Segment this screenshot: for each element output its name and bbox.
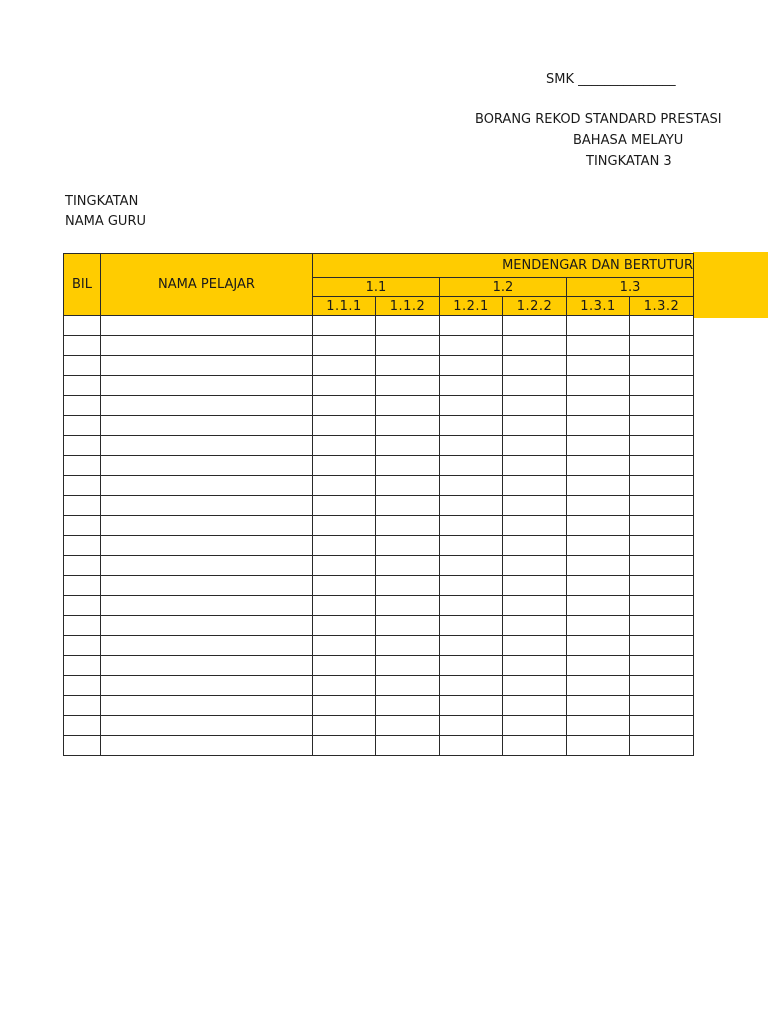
tingkatan-label: TINGKATAN <box>65 194 139 209</box>
score-cell-1-1-1[interactable] <box>313 736 376 756</box>
bil-cell[interactable] <box>64 636 101 656</box>
score-cell-1-3-2[interactable] <box>630 716 694 736</box>
table-row <box>64 616 694 636</box>
score-cell-1-2-1[interactable] <box>440 476 503 496</box>
bil-cell[interactable] <box>64 596 101 616</box>
score-cell-1-2-2[interactable] <box>503 356 567 376</box>
score-cell-1-1-1[interactable] <box>313 476 376 496</box>
nama-pelajar-cell[interactable] <box>101 536 313 556</box>
score-cell-1-2-1[interactable] <box>440 536 503 556</box>
group-header-title: MENDENGAR DAN BERTUTUR <box>313 254 694 278</box>
bil-cell[interactable] <box>64 356 101 376</box>
score-cell-1-1-2[interactable] <box>376 516 440 536</box>
record-table-wrapper <box>63 253 693 766</box>
score-cell-1-1-1[interactable] <box>313 696 376 716</box>
bil-cell[interactable] <box>64 696 101 716</box>
nama-pelajar-cell[interactable] <box>101 656 313 676</box>
score-cell-1-3-1[interactable] <box>567 716 630 736</box>
header-fill-overflow <box>693 252 768 318</box>
score-cell-1-2-1[interactable] <box>440 676 503 696</box>
table-row <box>64 676 694 696</box>
score-cell-1-3-1[interactable] <box>567 696 630 716</box>
nama-pelajar-cell[interactable] <box>101 496 313 516</box>
score-cell-1-3-2[interactable] <box>630 456 694 476</box>
score-cell-1-2-2[interactable] <box>503 636 567 656</box>
table-row <box>64 396 694 416</box>
score-cell-1-1-2[interactable] <box>376 576 440 596</box>
score-cell-1-1-1[interactable] <box>313 456 376 476</box>
score-cell-1-2-1[interactable] <box>440 556 503 576</box>
table-row <box>64 656 694 676</box>
score-cell-1-1-1[interactable] <box>313 596 376 616</box>
table-row <box>64 476 694 496</box>
score-cell-1-1-1[interactable] <box>313 556 376 576</box>
form-title: BORANG REKOD STANDARD PRESTASI <box>475 112 722 127</box>
score-cell-1-2-2[interactable] <box>503 516 567 536</box>
nama-pelajar-cell[interactable] <box>101 676 313 696</box>
score-cell-1-2-2[interactable] <box>503 376 567 396</box>
score-cell-1-2-2[interactable] <box>503 476 567 496</box>
score-cell-1-3-1[interactable] <box>567 496 630 516</box>
score-cell-1-3-2[interactable] <box>630 376 694 396</box>
score-cell-1-3-1[interactable] <box>567 376 630 396</box>
bil-cell[interactable] <box>64 476 101 496</box>
score-cell-1-2-2[interactable] <box>503 436 567 456</box>
bil-cell[interactable] <box>64 336 101 356</box>
score-cell-1-3-1[interactable] <box>567 556 630 576</box>
score-cell-1-1-2[interactable] <box>376 436 440 456</box>
bil-cell[interactable] <box>64 496 101 516</box>
score-cell-1-1-2[interactable] <box>376 596 440 616</box>
score-cell-1-2-1[interactable] <box>440 576 503 596</box>
score-cell-1-3-1[interactable] <box>567 656 630 676</box>
col-header-nama-pelajar: NAMA PELAJAR <box>101 254 313 316</box>
record-table <box>63 253 694 756</box>
bil-cell[interactable] <box>64 516 101 536</box>
subcol-header-1-3-2: 1.3.2 <box>630 297 694 316</box>
score-cell-1-2-2[interactable] <box>503 316 567 336</box>
score-cell-1-3-1[interactable] <box>567 456 630 476</box>
bil-cell[interactable] <box>64 656 101 676</box>
nama-pelajar-cell[interactable] <box>101 416 313 436</box>
score-cell-1-1-2[interactable] <box>376 656 440 676</box>
bil-cell[interactable] <box>64 676 101 696</box>
subcol-header-1-3-1: 1.3.1 <box>567 297 630 316</box>
score-cell-1-1-1[interactable] <box>313 536 376 556</box>
table-row <box>64 336 694 356</box>
score-cell-1-1-2[interactable] <box>376 676 440 696</box>
score-cell-1-3-1[interactable] <box>567 436 630 456</box>
score-cell-1-2-1[interactable] <box>440 436 503 456</box>
score-cell-1-3-2[interactable] <box>630 356 694 376</box>
table-row <box>64 356 694 376</box>
table-row <box>64 316 694 336</box>
score-cell-1-3-2[interactable] <box>630 416 694 436</box>
score-cell-1-3-2[interactable] <box>630 436 694 456</box>
score-cell-1-2-1[interactable] <box>440 396 503 416</box>
bil-cell[interactable] <box>64 416 101 436</box>
nama-pelajar-cell[interactable] <box>101 476 313 496</box>
score-cell-1-3-2[interactable] <box>630 656 694 676</box>
level-title: TINGKATAN 3 <box>586 154 672 169</box>
table-row <box>64 376 694 396</box>
score-cell-1-2-2[interactable] <box>503 556 567 576</box>
score-cell-1-1-1[interactable] <box>313 636 376 656</box>
score-cell-1-2-1[interactable] <box>440 376 503 396</box>
score-cell-1-1-2[interactable] <box>376 556 440 576</box>
table-row <box>64 436 694 456</box>
score-cell-1-2-2[interactable] <box>503 396 567 416</box>
score-cell-1-1-1[interactable] <box>313 396 376 416</box>
table-row <box>64 556 694 576</box>
score-cell-1-3-1[interactable] <box>567 516 630 536</box>
school-name-line: SMK _______________ <box>546 72 676 87</box>
score-cell-1-2-1[interactable] <box>440 696 503 716</box>
score-cell-1-3-2[interactable] <box>630 516 694 536</box>
score-cell-1-2-1[interactable] <box>440 456 503 476</box>
nama-pelajar-cell[interactable] <box>101 556 313 576</box>
score-cell-1-1-2[interactable] <box>376 476 440 496</box>
score-cell-1-3-2[interactable] <box>630 676 694 696</box>
score-cell-1-2-2[interactable] <box>503 536 567 556</box>
nama-pelajar-cell[interactable] <box>101 616 313 636</box>
score-cell-1-2-1[interactable] <box>440 736 503 756</box>
nama-pelajar-cell[interactable] <box>101 456 313 476</box>
nama-pelajar-cell[interactable] <box>101 376 313 396</box>
score-cell-1-2-1[interactable] <box>440 416 503 436</box>
score-cell-1-3-2[interactable] <box>630 596 694 616</box>
score-cell-1-1-2[interactable] <box>376 716 440 736</box>
score-cell-1-3-2[interactable] <box>630 496 694 516</box>
bil-cell[interactable] <box>64 396 101 416</box>
score-cell-1-1-1[interactable] <box>313 496 376 516</box>
table-row <box>64 716 694 736</box>
table-row <box>64 736 694 756</box>
bil-cell[interactable] <box>64 376 101 396</box>
score-cell-1-1-1[interactable] <box>313 316 376 336</box>
table-row <box>64 636 694 656</box>
score-cell-1-3-1[interactable] <box>567 416 630 436</box>
score-cell-1-2-1[interactable] <box>440 516 503 536</box>
score-cell-1-1-2[interactable] <box>376 456 440 476</box>
nama-pelajar-cell[interactable] <box>101 396 313 416</box>
score-cell-1-3-2[interactable] <box>630 476 694 496</box>
score-cell-1-1-1[interactable] <box>313 516 376 536</box>
score-cell-1-3-2[interactable] <box>630 556 694 576</box>
nama-guru-label: NAMA GURU <box>65 214 146 229</box>
score-cell-1-2-2[interactable] <box>503 336 567 356</box>
score-cell-1-3-2[interactable] <box>630 736 694 756</box>
nama-pelajar-cell[interactable] <box>101 596 313 616</box>
score-cell-1-1-2[interactable] <box>376 376 440 396</box>
score-cell-1-1-2[interactable] <box>376 496 440 516</box>
score-cell-1-1-2[interactable] <box>376 336 440 356</box>
group-header-1-2: 1.2 <box>440 278 567 297</box>
score-cell-1-2-1[interactable] <box>440 336 503 356</box>
subcol-header-1-2-2: 1.2.2 <box>503 297 567 316</box>
score-cell-1-2-1[interactable] <box>440 596 503 616</box>
score-cell-1-2-2[interactable] <box>503 676 567 696</box>
score-cell-1-1-2[interactable] <box>376 356 440 376</box>
score-cell-1-2-1[interactable] <box>440 316 503 336</box>
score-cell-1-2-1[interactable] <box>440 496 503 516</box>
score-cell-1-2-1[interactable] <box>440 356 503 376</box>
score-cell-1-1-2[interactable] <box>376 636 440 656</box>
score-cell-1-3-1[interactable] <box>567 616 630 636</box>
bil-cell[interactable] <box>64 456 101 476</box>
score-cell-1-3-2[interactable] <box>630 536 694 556</box>
table-row <box>64 456 694 476</box>
score-cell-1-3-2[interactable] <box>630 696 694 716</box>
score-cell-1-2-2[interactable] <box>503 596 567 616</box>
score-cell-1-2-2[interactable] <box>503 616 567 636</box>
group-header-1-1: 1.1 <box>313 278 440 297</box>
bil-cell[interactable] <box>64 556 101 576</box>
table-row <box>64 576 694 596</box>
nama-pelajar-cell[interactable] <box>101 696 313 716</box>
score-cell-1-2-1[interactable] <box>440 656 503 676</box>
subject-title: BAHASA MELAYU <box>573 133 684 148</box>
score-cell-1-3-2[interactable] <box>630 576 694 596</box>
bil-cell[interactable] <box>64 616 101 636</box>
score-cell-1-3-1[interactable] <box>567 336 630 356</box>
score-cell-1-1-2[interactable] <box>376 696 440 716</box>
score-cell-1-1-2[interactable] <box>376 616 440 636</box>
score-cell-1-3-1[interactable] <box>567 576 630 596</box>
score-cell-1-3-1[interactable] <box>567 396 630 416</box>
score-cell-1-3-1[interactable] <box>567 676 630 696</box>
col-header-bil: BIL <box>64 254 101 316</box>
score-cell-1-3-1[interactable] <box>567 636 630 656</box>
score-cell-1-3-2[interactable] <box>630 316 694 336</box>
bil-cell[interactable] <box>64 736 101 756</box>
score-cell-1-1-1[interactable] <box>313 616 376 636</box>
nama-pelajar-cell[interactable] <box>101 516 313 536</box>
score-cell-1-1-1[interactable] <box>313 436 376 456</box>
score-cell-1-2-1[interactable] <box>440 636 503 656</box>
score-cell-1-1-1[interactable] <box>313 336 376 356</box>
subcol-header-1-2-1: 1.2.1 <box>440 297 503 316</box>
score-cell-1-1-1[interactable] <box>313 376 376 396</box>
score-cell-1-3-1[interactable] <box>567 356 630 376</box>
score-cell-1-2-1[interactable] <box>440 716 503 736</box>
bil-cell[interactable] <box>64 316 101 336</box>
table-row <box>64 496 694 516</box>
score-cell-1-3-1[interactable] <box>567 736 630 756</box>
nama-pelajar-cell[interactable] <box>101 356 313 376</box>
score-cell-1-2-1[interactable] <box>440 616 503 636</box>
score-cell-1-1-2[interactable] <box>376 536 440 556</box>
table-row <box>64 416 694 436</box>
score-cell-1-2-2[interactable] <box>503 456 567 476</box>
score-cell-1-2-2[interactable] <box>503 696 567 716</box>
record-table-body <box>64 316 694 756</box>
nama-pelajar-cell[interactable] <box>101 716 313 736</box>
score-cell-1-2-2[interactable] <box>503 496 567 516</box>
bil-cell[interactable] <box>64 536 101 556</box>
score-cell-1-1-1[interactable] <box>313 656 376 676</box>
nama-pelajar-cell[interactable] <box>101 736 313 756</box>
score-cell-1-1-2[interactable] <box>376 396 440 416</box>
score-cell-1-1-1[interactable] <box>313 676 376 696</box>
score-cell-1-1-2[interactable] <box>376 736 440 756</box>
bil-cell[interactable] <box>64 436 101 456</box>
nama-pelajar-cell[interactable] <box>101 636 313 656</box>
score-cell-1-1-1[interactable] <box>313 356 376 376</box>
score-cell-1-3-2[interactable] <box>630 616 694 636</box>
table-row <box>64 696 694 716</box>
score-cell-1-1-1[interactable] <box>313 416 376 436</box>
bil-cell[interactable] <box>64 576 101 596</box>
nama-pelajar-cell[interactable] <box>101 316 313 336</box>
bil-cell[interactable] <box>64 716 101 736</box>
score-cell-1-3-2[interactable] <box>630 396 694 416</box>
score-cell-1-1-2[interactable] <box>376 316 440 336</box>
group-header-1-3: 1.3 <box>567 278 694 297</box>
score-cell-1-3-1[interactable] <box>567 536 630 556</box>
table-row <box>64 536 694 556</box>
score-cell-1-2-2[interactable] <box>503 716 567 736</box>
score-cell-1-3-1[interactable] <box>567 476 630 496</box>
subcol-header-1-1-1: 1.1.1 <box>313 297 376 316</box>
table-row <box>64 596 694 616</box>
score-cell-1-3-1[interactable] <box>567 316 630 336</box>
nama-pelajar-cell[interactable] <box>101 576 313 596</box>
score-cell-1-2-2[interactable] <box>503 576 567 596</box>
nama-pelajar-cell[interactable] <box>101 436 313 456</box>
score-cell-1-1-2[interactable] <box>376 416 440 436</box>
table-row <box>64 516 694 536</box>
score-cell-1-3-1[interactable] <box>567 596 630 616</box>
score-cell-1-1-1[interactable] <box>313 716 376 736</box>
nama-pelajar-cell[interactable] <box>101 336 313 356</box>
score-cell-1-1-1[interactable] <box>313 576 376 596</box>
score-cell-1-2-2[interactable] <box>503 736 567 756</box>
subcol-header-1-1-2: 1.1.2 <box>376 297 440 316</box>
score-cell-1-3-2[interactable] <box>630 636 694 656</box>
score-cell-1-2-2[interactable] <box>503 416 567 436</box>
score-cell-1-2-2[interactable] <box>503 656 567 676</box>
score-cell-1-3-2[interactable] <box>630 336 694 356</box>
